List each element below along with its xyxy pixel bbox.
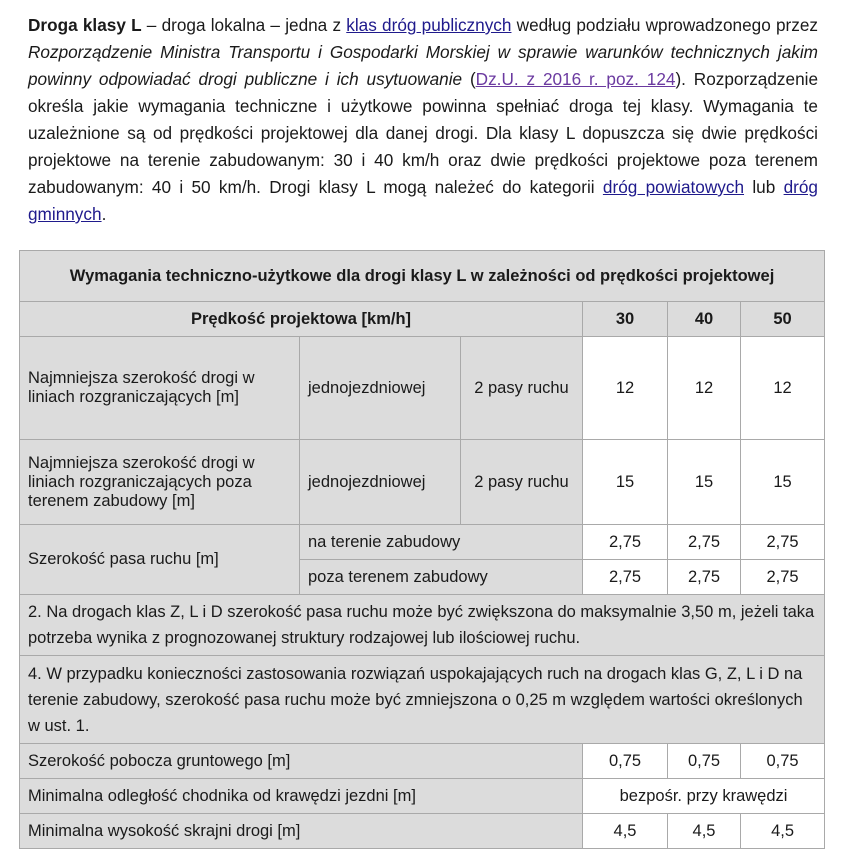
value-cell: 0,75 (741, 744, 825, 779)
road-type: jednojezdniowej (300, 440, 461, 525)
value-cell: 4,5 (583, 814, 668, 849)
lanes-count: 2 pasy ruchu (461, 337, 583, 440)
road-type: jednojezdniowej (300, 337, 461, 440)
sub-label: na terenie zabudowy (300, 525, 583, 560)
value-cell: 12 (583, 337, 668, 440)
row-label: Minimalna wysokość skrajni drogi [m] (20, 814, 583, 849)
lanes-count: 2 pasy ruchu (461, 440, 583, 525)
speed-header-row (20, 302, 825, 337)
value-cell: 0,75 (583, 744, 668, 779)
value-cell: 0,75 (668, 744, 741, 779)
link-municipal-roads[interactable]: dróg gminnych (28, 177, 818, 224)
requirements-table (19, 250, 825, 849)
value-cell: 2,75 (668, 560, 741, 595)
value-cell: 2,75 (741, 560, 825, 595)
note-row (20, 595, 825, 656)
row-label: Najmniejsza szerokość drogi w liniach rozgraniczających [m] (20, 337, 300, 440)
value-cell: 15 (668, 440, 741, 525)
row-label: Minimalna odległość chodnika od krawędzi jezdni [m] (20, 779, 583, 814)
speed-50: 50 (741, 302, 825, 337)
value-cell: 15 (583, 440, 668, 525)
intro-text-6: . (101, 204, 107, 224)
speed-30: 30 (583, 302, 668, 337)
link-district-roads[interactable]: dróg powiatowych (602, 177, 745, 197)
row-label: Szerokość pobocza gruntowego [m] (20, 744, 583, 779)
value-cell: 12 (741, 337, 825, 440)
value-cell: 4,5 (741, 814, 825, 849)
value-cell: 2,75 (583, 560, 668, 595)
speed-40: 40 (668, 302, 741, 337)
caption-row (20, 251, 825, 302)
table-row (20, 337, 825, 440)
table-caption: Wymagania techniczno-użytkowe dla drogi klasy L w zależności od prędkości projektowej (20, 251, 825, 302)
value-cell: 2,75 (668, 525, 741, 560)
value-cell: 12 (668, 337, 741, 440)
note-4: 4. W przypadku konieczności zastosowania rozwiązań uspokajających ruch na drogach klas G, Z, L i D na terenie zabudowy, szerokość pasa ruchu może być zmniejszona o 0,25 m względem wartości określonych w ust. 1. (20, 656, 825, 744)
value-cell: bezpośr. przy krawędzi (583, 779, 825, 814)
row-label: Szerokość pasa ruchu [m] (20, 525, 300, 595)
intro-text-2: według podziału wprowadzonego przez (511, 15, 819, 35)
value-cell: 2,75 (741, 525, 825, 560)
value-cell: 2,75 (583, 525, 668, 560)
table-row (20, 814, 825, 849)
table-row (20, 779, 825, 814)
link-road-classes[interactable]: klas dróg publicznych (346, 15, 512, 35)
intro-text-5: lub (744, 177, 784, 197)
value-cell: 15 (741, 440, 825, 525)
sub-label: poza terenem zabudowy (300, 560, 583, 595)
intro-text-4: ). Rozporządzenie określa jakie wymagania techniczne i użytkowe powinna spełniać droga tej klasy. Wymagania te uzależnione są od prędkości projektowej dla danej drogi. Dla klasy L dopuszcza się dwie prędkości projektowe na terenie zabudowanym: 30 i 40 km/h oraz dwie prędkości projektowe poza terenem zabudowanym: 40 i 50 km/h. Drogi klasy L mogą należeć do kategorii (28, 69, 819, 197)
link-dzu[interactable]: Dz.U. z 2016 r. poz. 124 (475, 69, 676, 89)
table-row (20, 525, 825, 560)
note-2: 2. Na drogach klas Z, L i D szerokość pasa ruchu może być zwiększona do maksymalnie 3,50 m, jeżeli taka potrzeba wynika z prognozowanej struktury rodzajowej lub ilościowej ruchu. (20, 595, 825, 656)
table-row (20, 744, 825, 779)
table-row (20, 440, 825, 525)
note-row (20, 656, 825, 744)
speed-header: Prędkość projektowa [km/h] (20, 302, 583, 337)
intro-text-3: ( (462, 69, 476, 89)
regulation-title: Rozporządzenie Ministra Transportu i Gospodarki Morskiej w sprawie warunków technicznych jakim powinny odpowiadać drogi publiczne i ich usytuowanie (28, 42, 818, 89)
intro-paragraph (28, 12, 818, 228)
value-cell: 4,5 (668, 814, 741, 849)
row-label: Najmniejsza szerokość drogi w liniach rozgraniczających poza terenem zabudowy [m] (20, 440, 300, 525)
term-bold: Droga klasy L (28, 15, 142, 35)
intro-text-1: – droga lokalna – jedna z (141, 15, 347, 35)
